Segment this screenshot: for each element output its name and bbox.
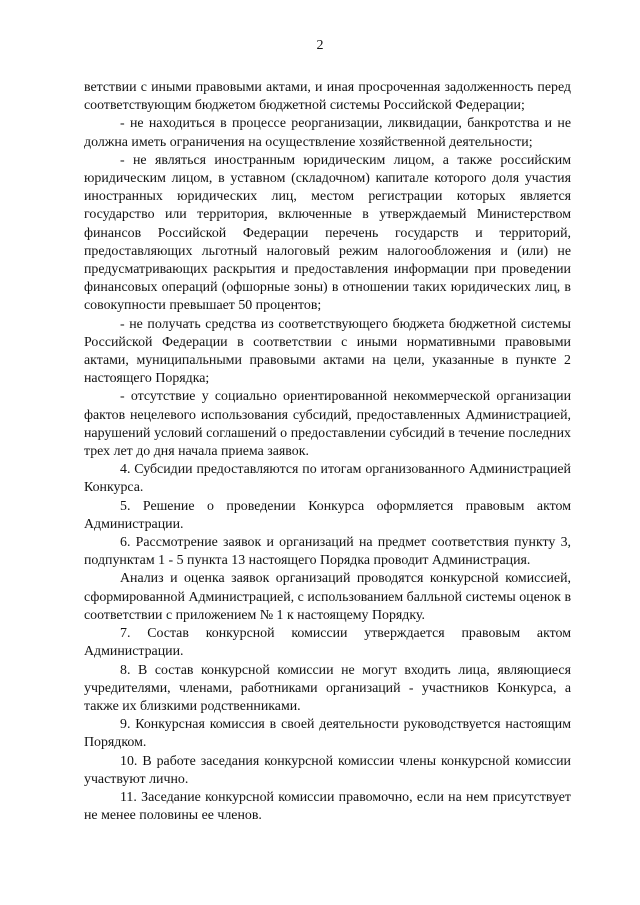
paragraph-item-6-analysis: Анализ и оценка заявок организаций проводятся конкурсной комиссией, сформированной Администрацией, с использованием балльной системы оценок в соответствии с приложением № 1 к настоящему Порядку. xyxy=(84,571,571,623)
page-number: 2 xyxy=(316,38,324,53)
paragraph-not-foreign-entity: - не являться иностранным юридическим лицом, а также российским юридическим лицом, в уставном (складочном) капитале которого доля участия иностранных юридических лиц, местом регистрации которых является государство или территория, включенные в утверждаемый Министерством финансов Российской Федерации перечень государств и территорий, предоставляющих льготный налоговый режим налогообложения и (или) не предусматривающих раскрытия и предоставления информации при проведении финансовых операций (офшорные зоны) в отношении таких юридических лиц, в совокупности превышает 50 процентов; xyxy=(84,152,571,314)
paragraph-item-4: 4. Субсидии предоставляются по итогам организованного Администрацией Конкурса. xyxy=(84,462,571,496)
paragraph-item-6: 6. Рассмотрение заявок и организаций на предмет соответствия пункту 3, подпунктам 1 - 5 пункта 13 настоящего Порядка проводит Администрация. xyxy=(84,535,571,569)
paragraph-no-reorganization: - не находиться в процессе реорганизации, ликвидации, банкротства и не должна иметь ограничения на осуществление хозяйственной деятельности; xyxy=(84,116,571,150)
paragraph-item-9: 9. Конкурсная комиссия в своей деятельности руководствуется настоящим Порядком. xyxy=(84,717,571,751)
paragraph-item-10: 10. В работе заседания конкурсной комиссии члены конкурсной комиссии участвуют лично. xyxy=(84,753,571,787)
paragraph-no-other-budget-funds: - не получать средства из соответствующего бюджета бюджетной системы Российской Федерации в соответствии с иными нормативными правовыми актами, муниципальными правовыми актами на цели, указанные в пункте 2 настоящего Порядка; xyxy=(84,316,571,387)
paragraph-item-5: 5. Решение о проведении Конкурса оформляется правовым актом Администрации. xyxy=(84,498,571,532)
paragraph-item-8: 8. В состав конкурсной комиссии не могут входить лица, являющиеся учредителями, членами, работниками организаций - участников Конкурса, а также их близкими родственниками. xyxy=(84,662,571,714)
paragraph-continuation: ветствии с иными правовыми актами, и иная просроченная задолженность перед соответствующим бюджетом бюджетной системы Российской Федерации; xyxy=(84,80,571,114)
paragraph-item-7: 7. Состав конкурсной комиссии утверждается правовым актом Администрации. xyxy=(84,626,571,660)
paragraph-no-misuse-of-subsidies: - отсутствие у социально ориентированной некоммерческой организации фактов нецелевого использования субсидий, предоставленных Администрацией, нарушений условий соглашений о предоставлении субсидий в течение последних трех лет до дня начала приема заявок. xyxy=(84,389,571,460)
document-body xyxy=(84,79,571,825)
paragraph-item-11: 11. Заседание конкурсной комиссии правомочно, если на нем присутствует не менее половины ее членов. xyxy=(84,789,571,824)
